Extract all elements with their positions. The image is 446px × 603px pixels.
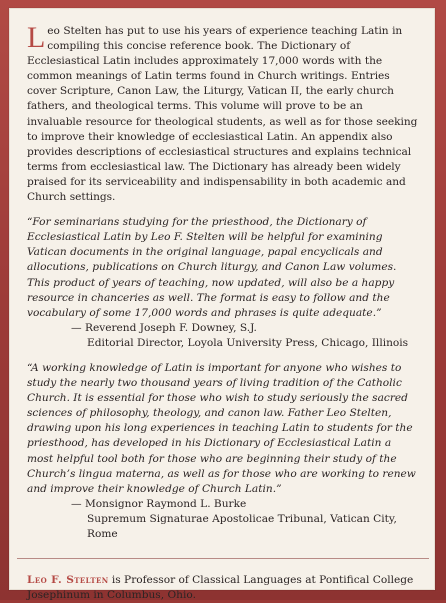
quote-1-role: Editorial Director, Loyola University Press, Chicago, Illinois bbox=[87, 336, 409, 349]
quote-2-name: — Monsignor Raymond L. Burke bbox=[71, 497, 247, 510]
quote-2-role: Supremum Signaturae Apostolicae Tribunal, Vatican City, Rome bbox=[87, 512, 397, 540]
author-name: Leo F. Stelten bbox=[27, 574, 109, 587]
quote-2: “A working knowledge of Latin is important for anyone who wishes to study the nearly two thousand years of living tradition of the Catholic Church. It is essential for those who wish to study seriously the sacred sciences of philosophy, theology, and canon law. Father Leo Stelten, drawing upon his long experiences in teaching Latin to students for the priesthood, has developed in his Dictionary of Ecclesiastical Latin a most helpful tool both for those who are beginning their study of the Church’s lingua materna, as well as for those who are working to renew and improve their knowledge of Church Latin.” bbox=[27, 361, 416, 495]
quote-1-name: — Reverend Joseph F. Downey, S.J. bbox=[71, 321, 257, 334]
quote-1: “For seminarians studying for the priesthood, the Dictionary of Ecclesiastical Latin by Leo F. Stelten will be helpful for examining Vatican documents in the original language, papal encyclicals and allocutions, publications on Church liturgy, and Canon Law volumes. This product of years of teaching, now updated, will also be a happy resource in chanceries as well. The format is easy to follow and the vocabulary of some 17,000 words and phrases is quite adequate.” bbox=[27, 216, 397, 319]
content bbox=[27, 21, 419, 603]
author-bio-text: is Professor of Classical Languages at Pontifical College Josephinum in Columbus, Ohio. bbox=[27, 574, 414, 602]
intro-text: eo Stelten has put to use his years of experience teaching Latin in compiling this concise reference book. The Dictionary of Ecclesiastical Latin includes approximately 17,000 words with the common meanings of Latin terms found in Church writings. Entries cover Scripture, Canon Law, the Liturgy, Vatican II, the early church fathers, and theological terms. This volume will prove to be an invaluable resource for theological students, as well as for those seeking to improve their knowledge of ecclesiastical Latin. An appendix also provides descriptions of ecclesiastical structures and explains technical terms from ecclesiastical law. The Dictionary has already been widely praised for its serviceability and indispensability in both academic and Church settings. bbox=[27, 25, 418, 204]
text-panel bbox=[9, 8, 435, 602]
intro-paragraph bbox=[27, 21, 419, 205]
drop-cap: L bbox=[27, 21, 46, 54]
quote-1-attribution bbox=[27, 321, 419, 351]
quote-2-attribution bbox=[27, 497, 419, 542]
author-bio bbox=[27, 573, 419, 603]
divider bbox=[17, 558, 429, 559]
